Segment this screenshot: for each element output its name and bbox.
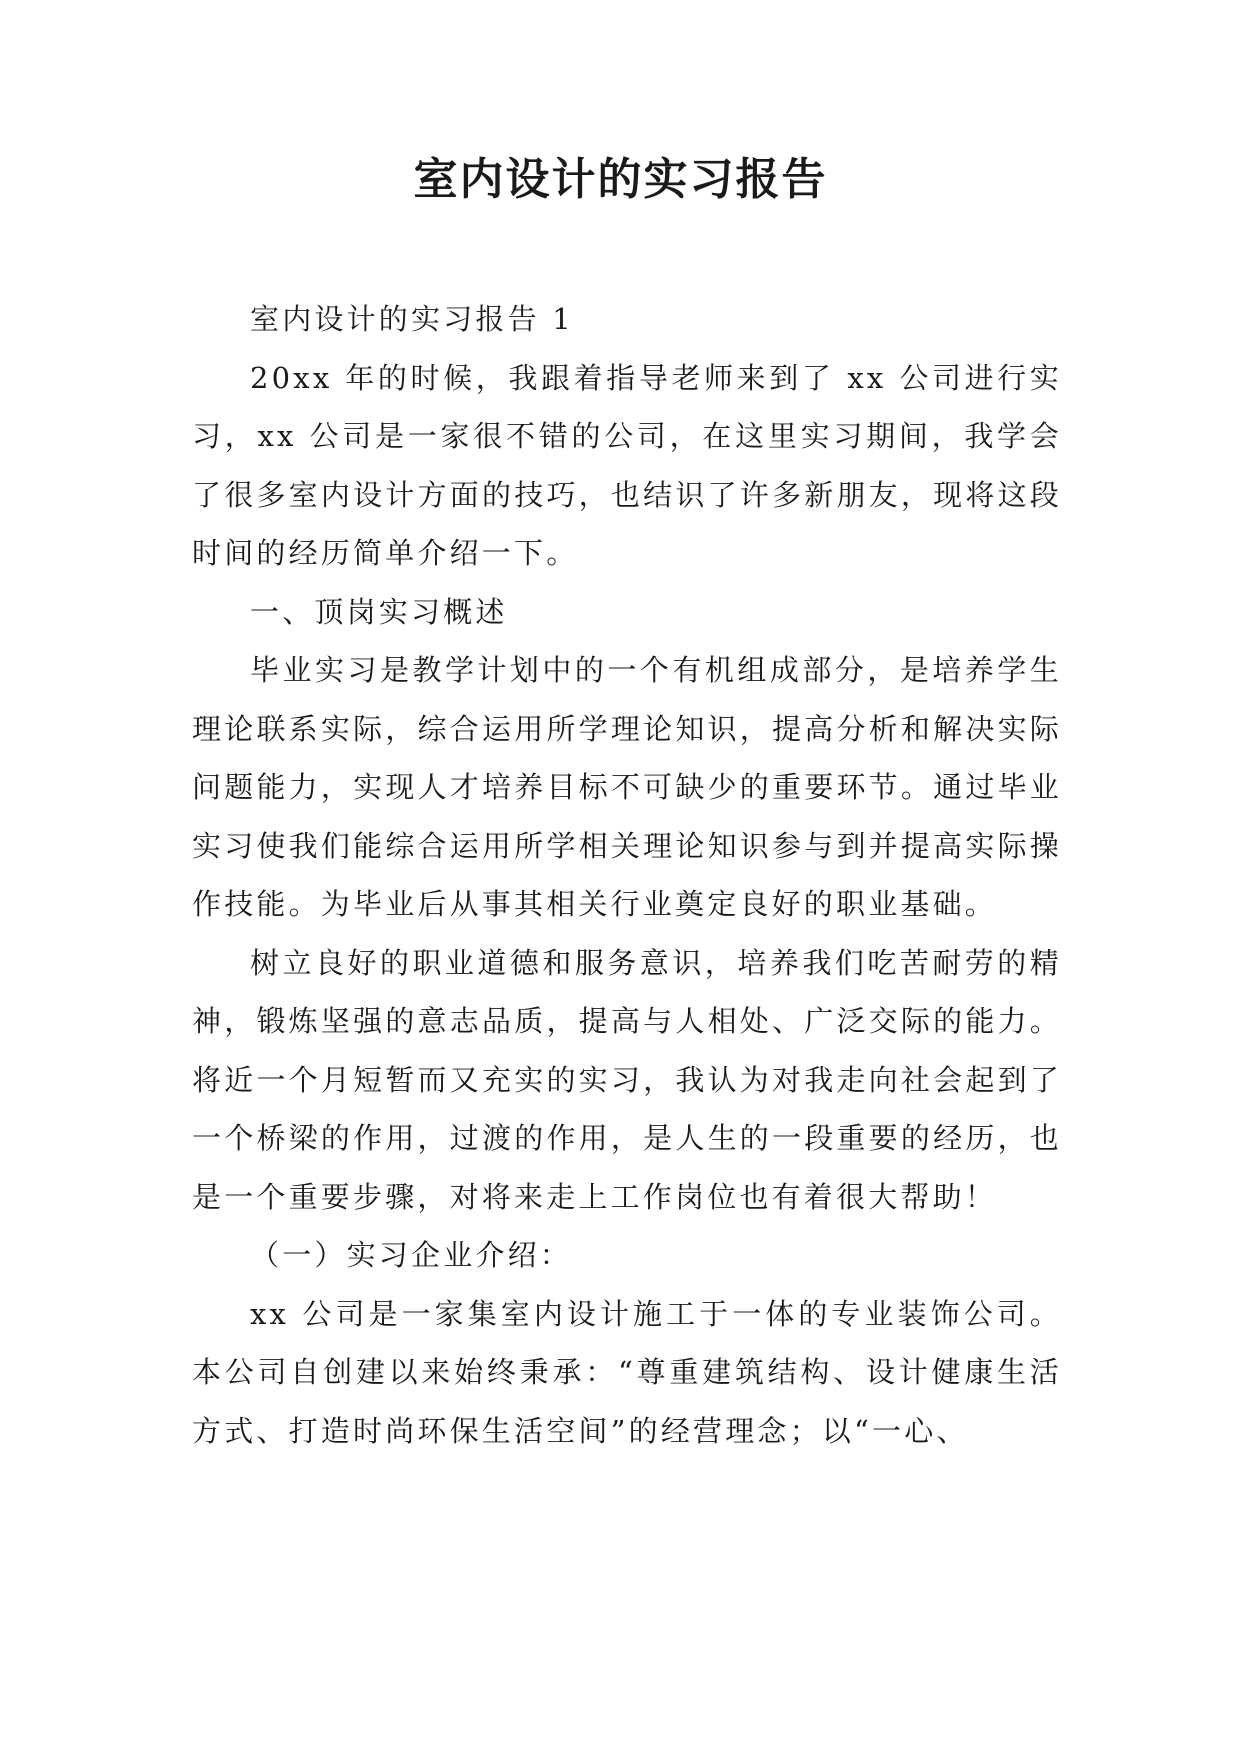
paragraph-overview: 毕业实习是教学计划中的一个有机组成部分，是培养学生理论联系实际，综合运用所学理论知识，提高分析和解决实际问题能力，实现人才培养目标不可缺少的重要环节。通过毕业实习使我们能综合运用所学相关理论知识参与到并提高实际操作技能。为毕业后从事其相关行业奠定良好的职业基础。	[192, 653, 1062, 921]
paragraph-ethics: 树立良好的职业道德和服务意识，培养我们吃苦耐劳的精神，锻炼坚强的意志品质，提高与人相处、广泛交际的能力。将近一个月短暂而又充实的实习，我认为对我走向社会起到了一个桥梁的作用，过渡的作用，是人生的一段重要的经历，也是一个重要步骤，对将来走上工作岗位也有着很大帮助！	[192, 945, 1062, 1214]
heading-company-intro: （一）实习企业介绍：	[250, 1238, 573, 1272]
heading-internship-overview: 一、顶岗实习概述	[250, 594, 508, 629]
document-title: 室内设计的实习报告	[413, 154, 828, 205]
section-title: 室内设计的实习报告 1	[250, 302, 574, 336]
paragraph-intro: 20xx 年的时候，我跟着指导老师来到了 xx 公司进行实习，xx 公司是一家很不错的公司，在这里实习期间，我学会了很多室内设计方面的技巧，也结识了许多新朋友，现将这段时间的经历简单介绍一下。	[192, 360, 1062, 570]
paragraph-company: xx 公司是一家集室内设计施工于一体的专业装饰公司。本公司自创建以来始终秉承：“尊重建筑结构、设计健康生活方式、打造时尚环保生活空间”的经营理念；以“一心、	[192, 1296, 1062, 1448]
document-body	[192, 290, 1062, 1460]
